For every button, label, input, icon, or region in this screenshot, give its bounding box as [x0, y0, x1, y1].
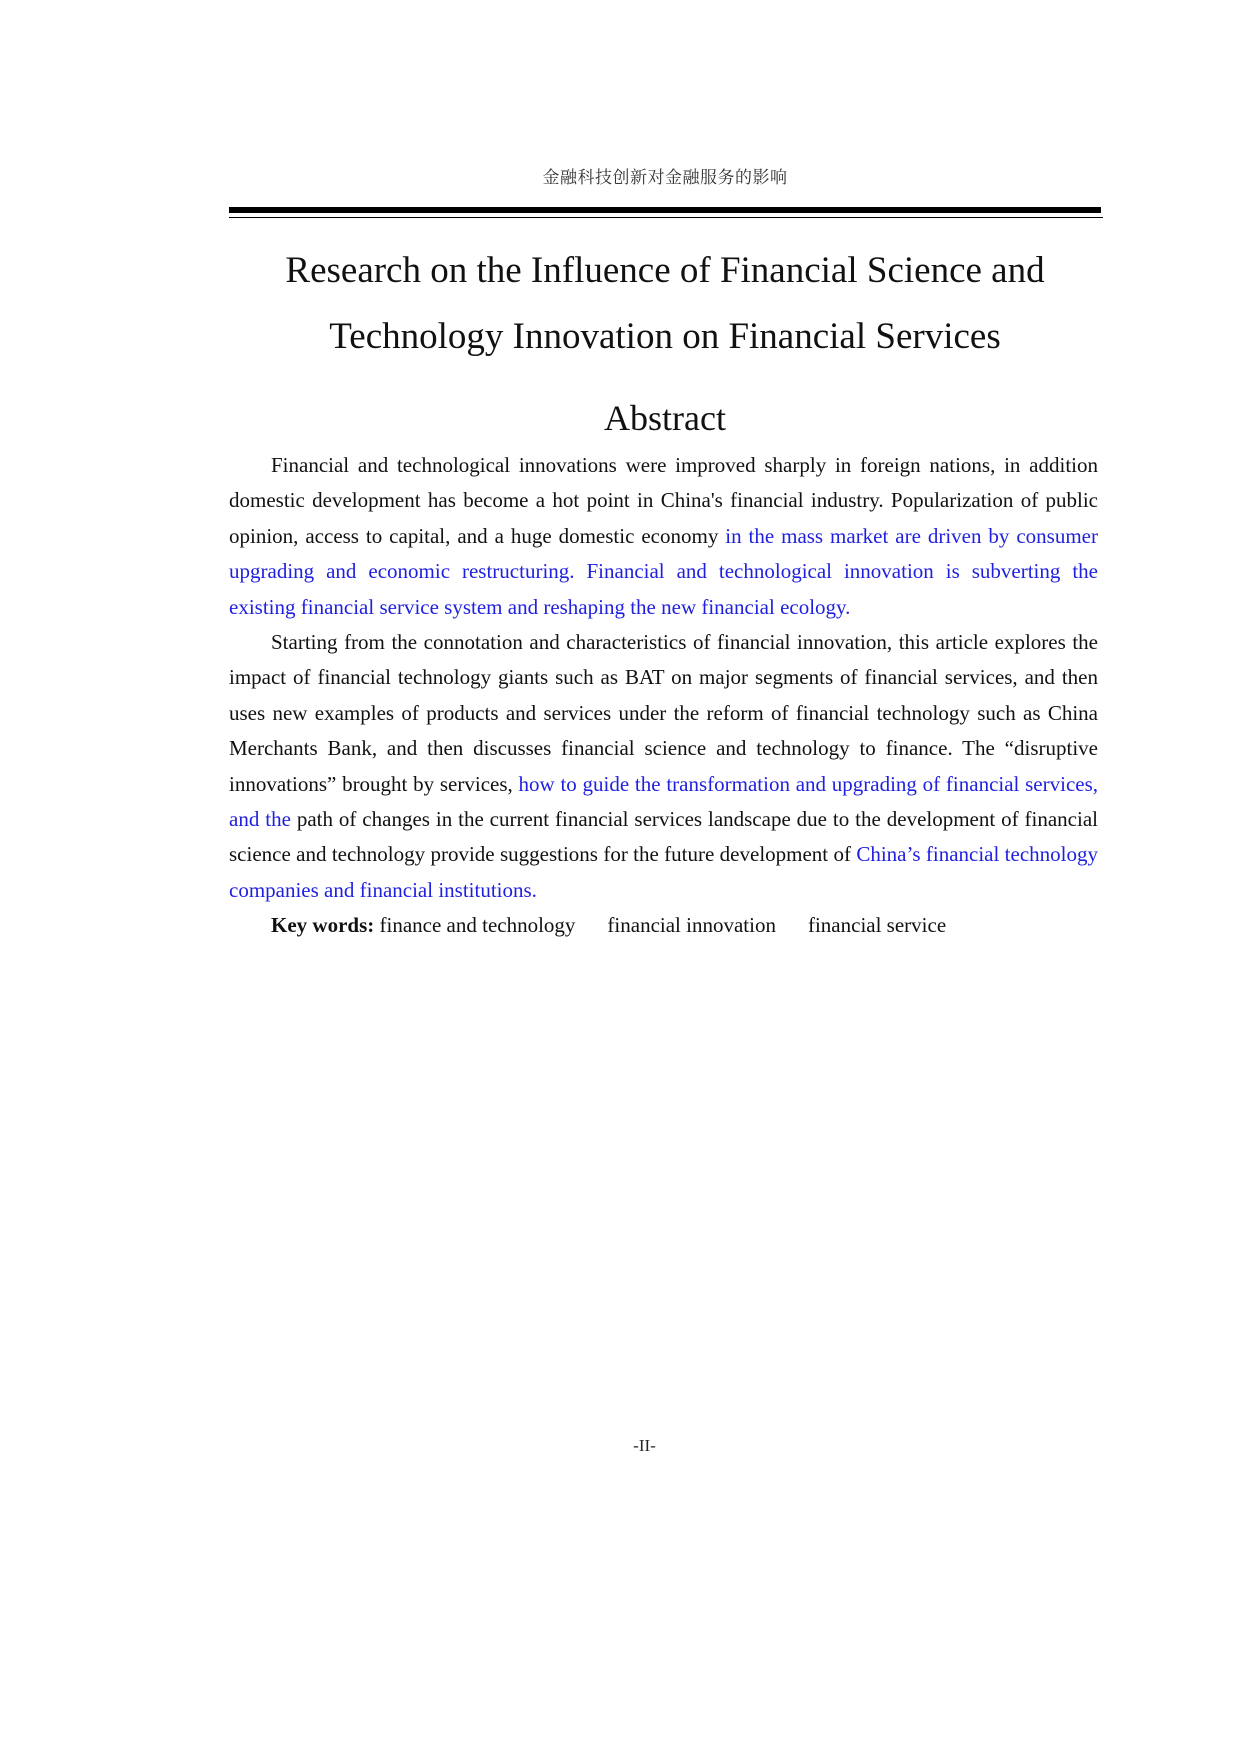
- paragraph-2-text-a: Starting from the connotation and characteristics of financial innovation, this article explores the impact of financial technology giants such as BAT on major segments of financial services, and then uses new examples of products and services under the reform of financial technology such as China Merchants Bank, and then discusses financial science and technology to finance. The “disruptive innovations” brought by services,: [229, 630, 1098, 796]
- keywords-label: Key words:: [271, 913, 375, 938]
- paragraph-2-highlight-a: how to guide the transformation and upgrading of financial services, and the: [229, 771, 1099, 832]
- abstract-paragraph-2: [229, 625, 1098, 908]
- keyword-item: financial innovation: [607, 913, 776, 938]
- keywords-line: [229, 908, 1098, 943]
- abstract-body: [229, 448, 1098, 944]
- header-rule-thin: [229, 217, 1103, 218]
- abstract-heading: Abstract: [604, 398, 726, 438]
- keyword-item: financial service: [807, 913, 947, 938]
- paragraph-2-text-b: path of changes in the current financial services landscape due to the development of financial science and technology provide suggestions for the future development of: [229, 807, 1098, 867]
- title-line-2: Technology Innovation on Financial Services: [329, 316, 1001, 357]
- keyword-item: finance and technology: [379, 913, 576, 938]
- page-number: -II-: [633, 1436, 656, 1455]
- paragraph-1-text: Financial and technological innovations were improved sharply in foreign nations, in addition domestic development has become a hot point in China's financial industry. Popularization of public opinion, access to capital, and a huge domestic economy: [229, 453, 1098, 548]
- running-header: 金融科技创新对金融服务的影响: [542, 168, 788, 188]
- paragraph-2-highlight-b: China’s financial technology companies and financial institutions.: [229, 842, 1098, 902]
- header-rule-thick: [229, 207, 1101, 213]
- abstract-paragraph-1: [229, 448, 1098, 625]
- paragraph-1-highlight: in the mass market are driven by consumer upgrading and economic restructuring. Financial and technological innovation is subverting the existing financial service system and reshaping the new financial ecology.: [229, 523, 1098, 619]
- paper-title: [229, 238, 1101, 370]
- title-line-1: Research on the Influence of Financial Science and: [285, 250, 1045, 291]
